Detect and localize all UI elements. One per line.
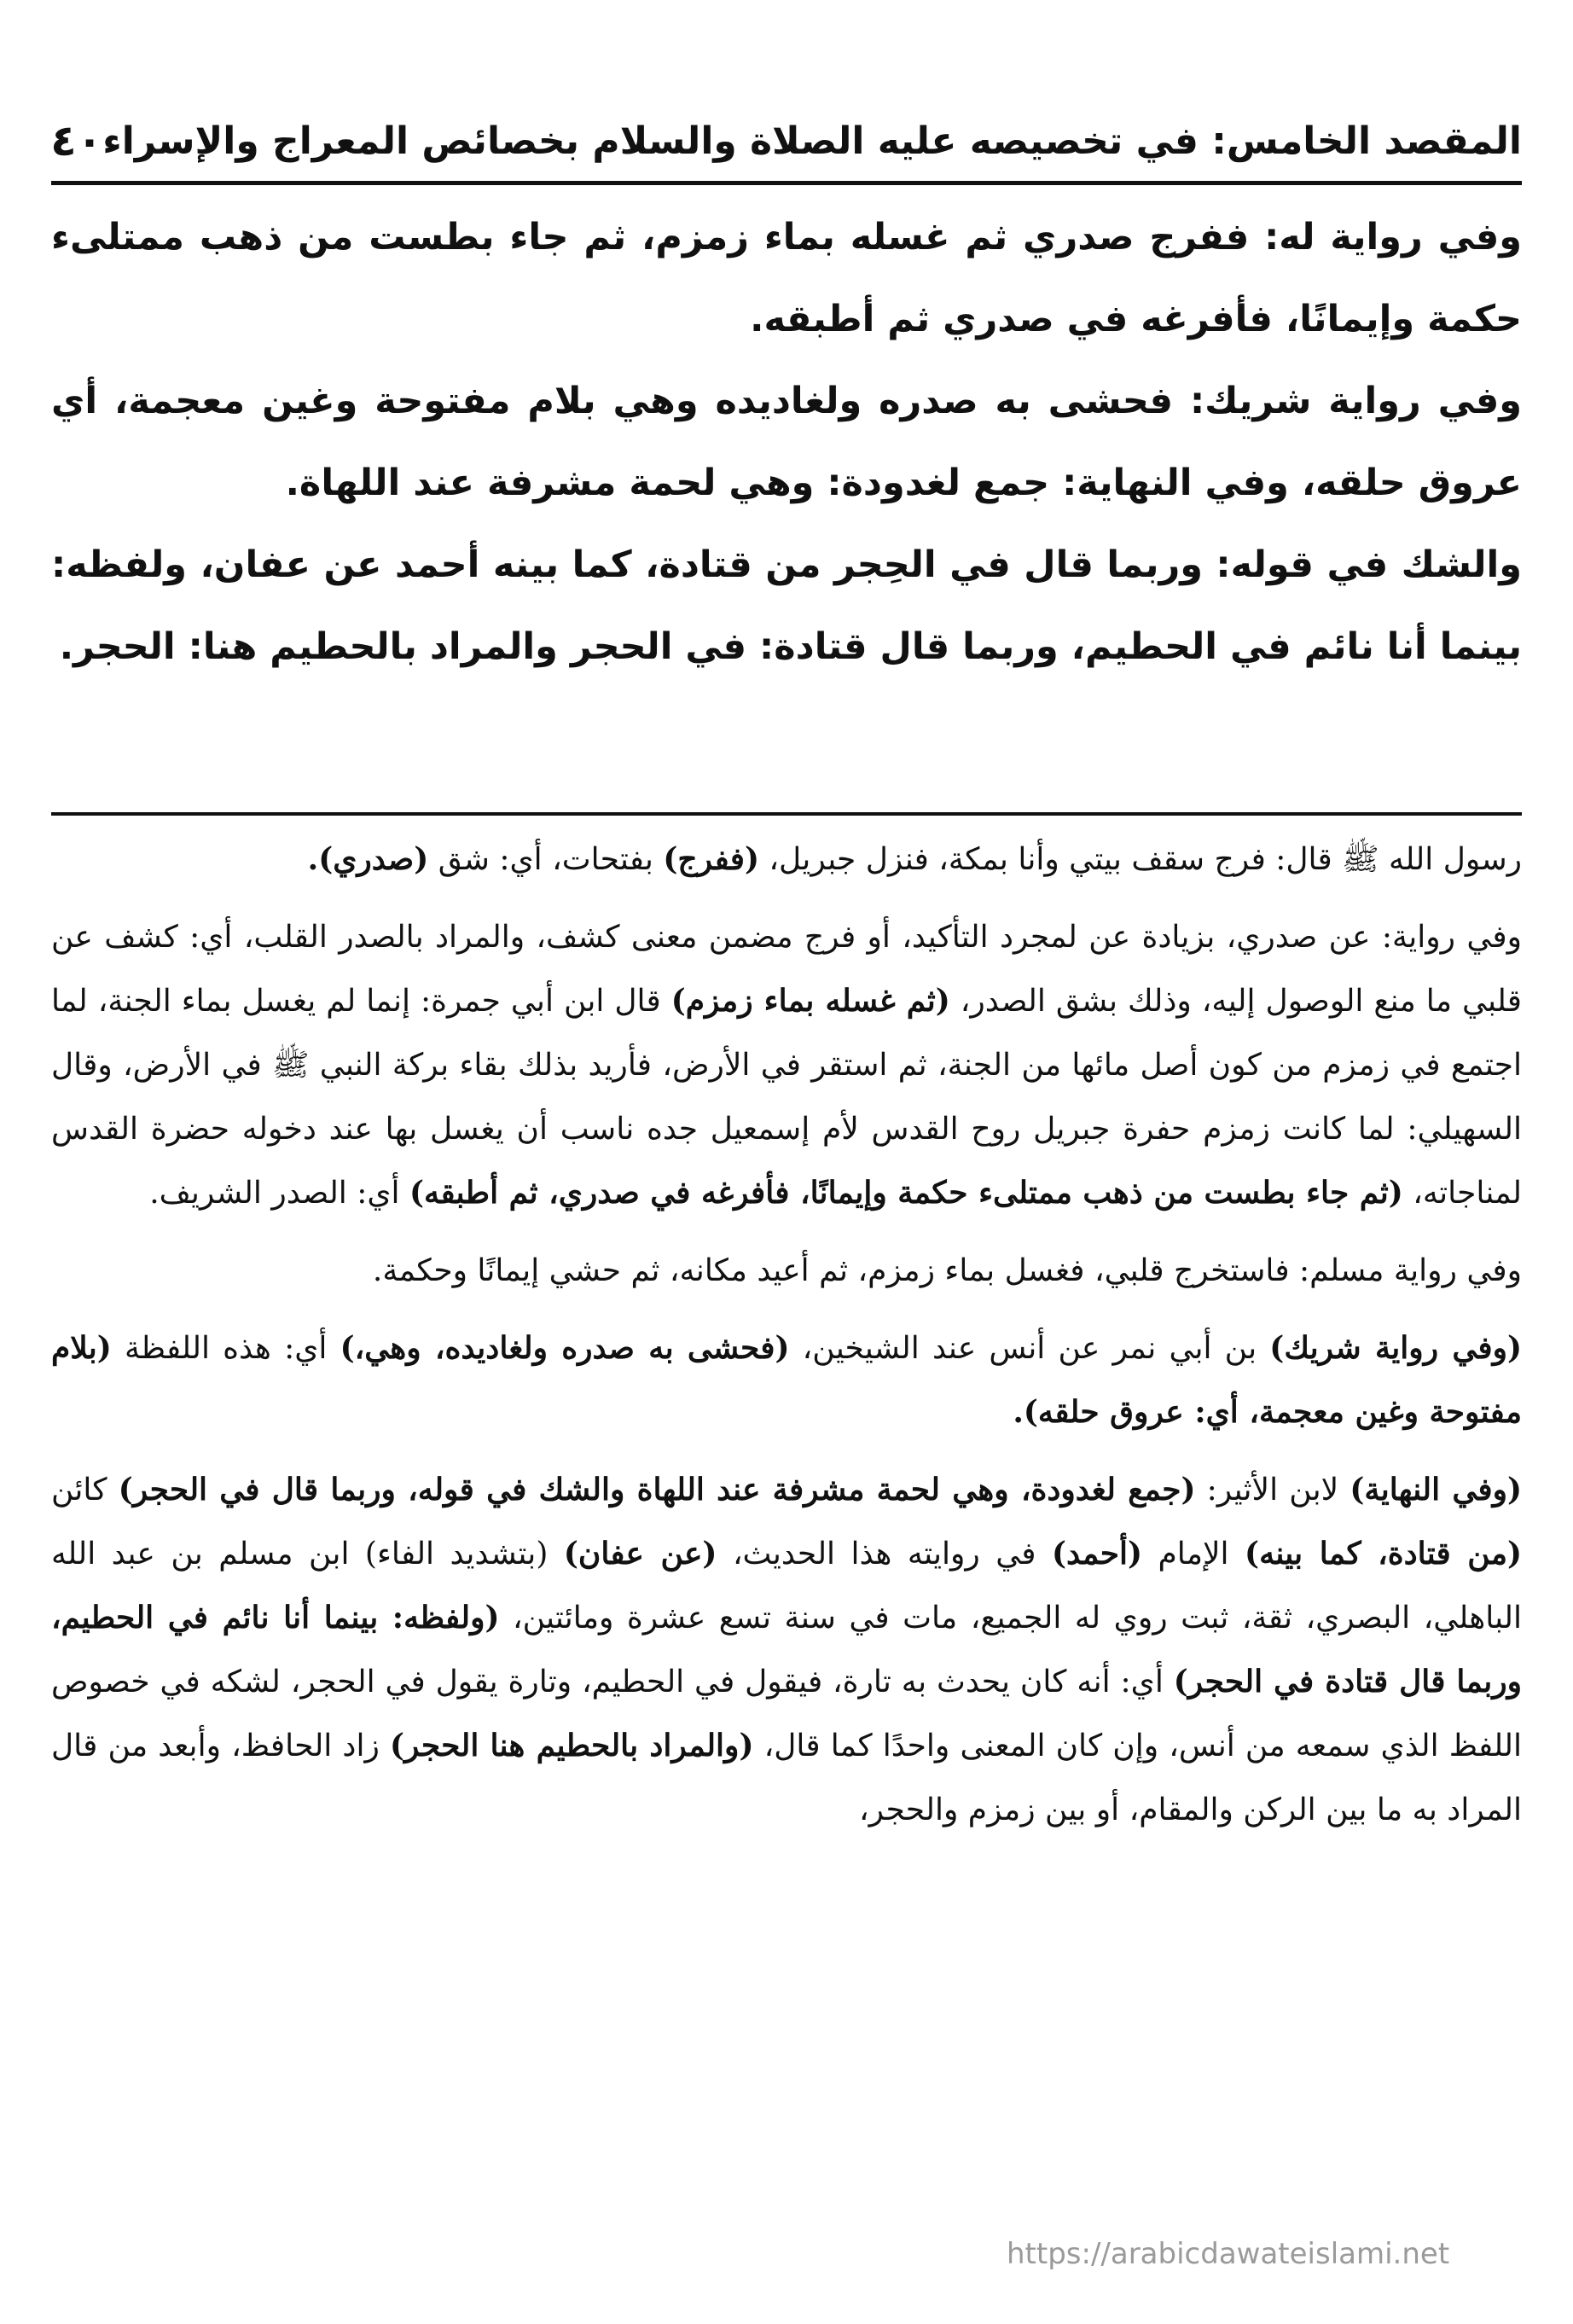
quoted-phrase: (بلام مفتوحة وغين معجمة، أي: عروق حلقه). <box>51 1330 1522 1430</box>
commentary-paragraph <box>51 828 1522 892</box>
commentary-text: كائن <box>51 1473 119 1508</box>
quoted-phrase: (ففرج) <box>663 841 759 877</box>
commentary-paragraph <box>51 1458 1522 1842</box>
commentary-text: أي: هذه اللفظة <box>111 1331 340 1366</box>
commentary-text: زاد الحافظ، وأبعد من قال المراد به ما بين الركن والمقام، أو بين زمزم والحجر، <box>51 1728 1522 1827</box>
section-divider <box>51 812 1522 816</box>
quoted-phrase: (أحمد) <box>1051 1536 1143 1572</box>
commentary-paragraph <box>51 1239 1522 1303</box>
commentary-text: أي: الصدر الشريف. <box>149 1176 410 1211</box>
quoted-phrase: (فحشى به صدره ولغاديده، وهي،) <box>340 1330 790 1366</box>
quoted-phrase: (وفي النهاية) <box>1350 1472 1522 1508</box>
chapter-title: المقصد الخامس: في تخصيصه عليه الصلاة والسلام بخصائص المعراج والإسراء <box>102 119 1522 163</box>
quoted-phrase: (والمراد بالحطيم هنا الحجر) <box>389 1728 754 1763</box>
quoted-phrase: (ولفظه: بينما أنا نائم في الحطيم، وربما قال قتادة في الحجر) <box>51 1600 1522 1699</box>
page-number: ٤٠ <box>50 116 103 166</box>
commentary-text: أي: أنه كان يحدث به تارة، فيقول في الحطيم، وتارة يقول في الحجر، لشكه في خصوص اللفظ الذي سمعه من أنس، وإن كان المعنى واحدًا كما قال، <box>51 1665 1522 1763</box>
quoted-phrase: (ثم غسله بماء زمزم) <box>670 983 950 1019</box>
commentary-text: لابن الأثير: <box>1195 1473 1350 1508</box>
quoted-phrase: (جمع لغدودة، وهي لحمة مشرفة عند اللهاة والشك في قوله، وربما قال في الحجر) <box>118 1472 1196 1508</box>
commentary-text: بن أبي نمر عن أنس عند الشيخين، <box>789 1331 1270 1366</box>
quoted-phrase: (عن عفان) <box>563 1536 717 1572</box>
main-text-block <box>51 196 1522 793</box>
quoted-phrase: (ثم جاء بطست من ذهب ممتلىء حكمة وإيمانًا، فأفرغه في صدري، ثم أطبقه) <box>409 1175 1403 1211</box>
commentary-text: (بتشديد الفاء) ابن مسلم بن عبد الله الباهلي، البصري، ثقة، ثبت روي له الجميع، مات في سنة تسع عشرة ومائتين، <box>51 1537 1522 1636</box>
quoted-phrase: (وفي رواية شريك) <box>1269 1330 1522 1366</box>
quoted-phrase: (من قتادة، كما بينه) <box>1245 1536 1522 1572</box>
commentary-paragraph <box>51 905 1522 1225</box>
main-paragraph: والشك في قوله: وربما قال في الحِجر من قتادة، كما بينه أحمد عن عفان، ولفظه: بينما أنا نائم في الحطيم، وربما قال قتادة: في الحجر والمراد بالحطيم هنا: الحجر. <box>51 543 1522 668</box>
commentary-text: رسول الله ﷺ قال: فرج سقف بيتي وأنا بمكة، فنزل جبريل، <box>758 842 1522 877</box>
page-header <box>51 102 1522 179</box>
commentary-block <box>51 828 1522 2210</box>
main-paragraph: وفي رواية شريك: فحشى به صدره ولغاديده وهي بلام مفتوحة وغين معجمة، أي عروق حلقه، وفي النهاية: جمع لغدودة: وهي لحمة مشرفة عند اللهاة. <box>51 380 1522 504</box>
site-watermark: https://arabicdawateislami.net <box>1007 2237 1450 2271</box>
commentary-text: وفي رواية: عن صدري، بزيادة عن لمجرد التأكيد، أو فرج مضمن معنى كشف، والمراد بالصدر القلب، أي: كشف عن قلبي ما منع الوصول إليه، وذلك بشق الصدر، <box>51 920 1522 1019</box>
commentary-paragraph <box>51 1316 1522 1444</box>
commentary-text: وفي رواية مسلم: فاستخرج قلبي، فغسل بماء زمزم، ثم أعيد مكانه، ثم حشي إيمانًا وحكمة. <box>372 1253 1522 1288</box>
commentary-text: قال ابن أبي جمرة: إنما لم يغسل بماء الجنة، لما اجتمع في زمزم من كون أصل مائها من الجنة، ثم استقر في الأرض، فأريد بذلك بقاء بركة النبي ﷺ في الأرض، وقال السهيلي: لما كانت زمزم حفرة جبريل روح القدس لأم إسمعيل جده ناسب أن يغسل بها عند دخوله حضرة القدس لمناجاته، <box>51 984 1522 1211</box>
commentary-text: بفتحات، أي: شق <box>428 842 664 877</box>
header-divider <box>51 181 1522 185</box>
main-paragraph: وفي رواية له: ففرج صدري ثم غسله بماء زمزم، ثم جاء بطست من ذهب ممتلىء حكمة وإيمانًا، فأفرغه في صدري ثم أطبقه. <box>51 216 1522 340</box>
quoted-phrase: (صدري). <box>307 841 429 877</box>
commentary-text: الإمام <box>1142 1537 1245 1572</box>
commentary-text: في روايته هذا الحديث، <box>717 1537 1052 1572</box>
